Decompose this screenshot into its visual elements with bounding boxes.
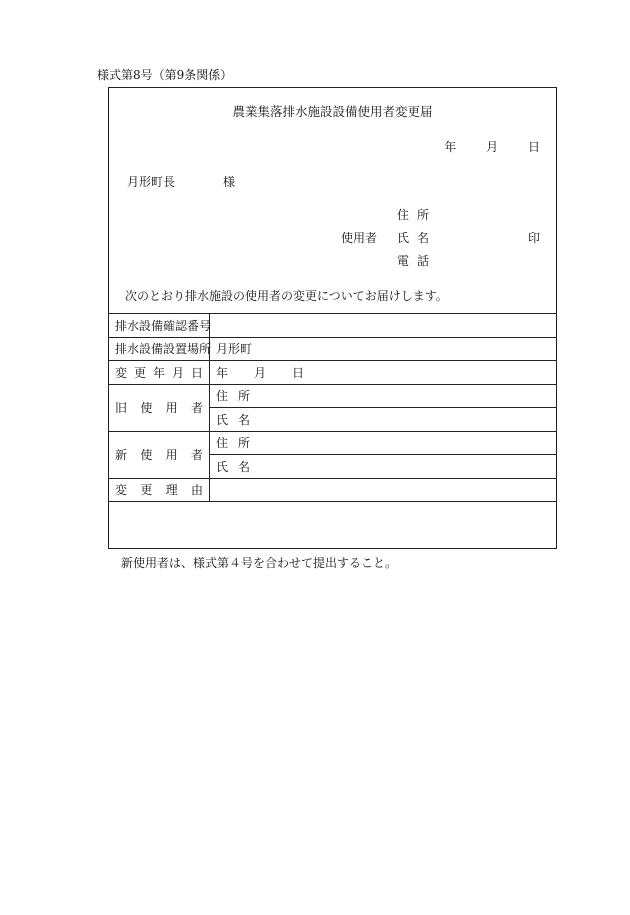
new-user-name-field[interactable]: 氏名 [210, 455, 557, 479]
table-row [109, 337, 557, 361]
notice-text: 次のとおり排水施設の使用者の変更についてお届けします。 [125, 289, 448, 303]
addressee [127, 176, 235, 188]
change-date-label: 変 更 年 月 日 [109, 361, 210, 385]
location-field[interactable]: 月形町 [210, 337, 557, 361]
table-row [109, 431, 557, 455]
applicant-phone-label: 電話 [397, 254, 438, 268]
details-table [108, 313, 557, 502]
submission-date[interactable] [418, 141, 540, 153]
location-label: 排水設備設置場所 [109, 337, 210, 361]
old-user-label: 旧 使 用 者 [109, 384, 210, 431]
table-row [109, 384, 557, 408]
table-row [109, 361, 557, 385]
confirmation-number-field[interactable] [210, 314, 557, 338]
change-date-field[interactable]: 年 月 日 [210, 361, 557, 385]
old-user-address-field[interactable]: 住所 [210, 384, 557, 408]
day-label: 日 [527, 140, 540, 154]
applicant-name-label: 氏名 [397, 231, 438, 245]
old-user-name-field[interactable]: 氏名 [210, 408, 557, 432]
seal-mark: 印 [527, 231, 540, 245]
month-label: 月 [486, 140, 499, 154]
applicant-address-label: 住所 [397, 208, 438, 222]
notification-form [108, 87, 557, 549]
addressee-name: 月形町長 [127, 175, 176, 189]
confirmation-number-label: 排水設備確認番号 [109, 314, 210, 338]
footnote: 新使用者は、様式第４号を合わせて提出すること。 [121, 556, 398, 570]
honorific: 様 [223, 175, 236, 189]
new-user-label: 新 使 用 者 [109, 431, 210, 478]
applicant-label: 使用者 [341, 231, 378, 245]
table-row [109, 478, 557, 502]
form-title: 農業集落排水施設設備使用者変更届 [232, 104, 433, 119]
form-number: 様式第8号（第9条関係） [97, 68, 233, 82]
new-user-address-field[interactable]: 住所 [210, 431, 557, 455]
table-row [109, 314, 557, 338]
year-label: 年 [444, 140, 457, 154]
reason-label: 変 更 理 由 [109, 478, 210, 502]
reason-field[interactable] [210, 478, 557, 502]
